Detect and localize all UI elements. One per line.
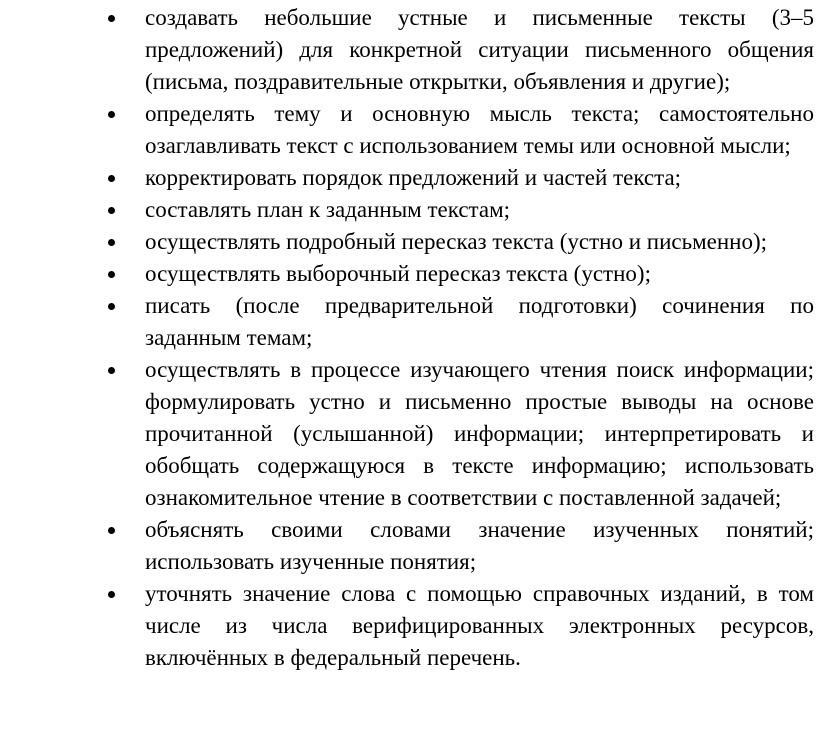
list-item-text: уточнять значение слова с помощью справочных изданий, в том числе из числа верифицированных электронных ресурсов, включённых в федеральный перечень.: [145, 581, 814, 670]
list-item: [0, 514, 816, 578]
list-item: [0, 258, 816, 290]
bullet-point-icon: [108, 175, 115, 182]
bullet-point-icon: [108, 367, 115, 374]
list-item-text: создавать небольшие устные и письменные тексты (3–5 предложений) для конкретной ситуации письменного общения (письма, поздравительные открытки, объявления и другие);: [145, 5, 814, 94]
bullet-point-icon: [108, 207, 115, 214]
bullet-point-icon: [108, 303, 115, 310]
list-item: [0, 162, 816, 194]
list-item-text: определять тему и основную мысль текста; самостоятельно озаглавливать текст с использованием темы или основной мысли;: [145, 101, 814, 158]
bullet-point-icon: [108, 239, 115, 246]
list-item: [0, 194, 816, 226]
bullet-point-icon: [108, 527, 115, 534]
list-item: [0, 578, 816, 674]
list-item: [0, 290, 816, 354]
list-item: [0, 2, 816, 98]
bullet-point-icon: [108, 15, 115, 22]
list-item-text: составлять план к заданным текстам;: [145, 197, 511, 222]
list-item: [0, 98, 816, 162]
bullet-point-icon: [108, 591, 115, 598]
list-item-text: объяснять своими словами значение изученных понятий; использовать изученные понятия;: [145, 517, 814, 574]
list-item: [0, 226, 816, 258]
list-item-text: осуществлять в процессе изучающего чтения поиск информации; формулировать устно и письменно простые выводы на основе прочитанной (услышанной) информации; интерпретировать и обобщать содержащуюся в тексте информацию; использовать ознакомительное чтение в соответствии с поставленной задачей;: [145, 357, 814, 510]
list-item-text: корректировать порядок предложений и частей текста;: [145, 165, 682, 190]
bullet-list: [0, 2, 816, 674]
list-item: [0, 354, 816, 514]
bullet-point-icon: [108, 271, 115, 278]
bullet-point-icon: [108, 111, 115, 118]
list-item-text: осуществлять выборочный пересказ текста (устно);: [145, 261, 651, 286]
list-item-text: осуществлять подробный пересказ текста (устно и письменно);: [145, 229, 768, 254]
list-item-text: писать (после предварительной подготовки) сочинения по заданным темам;: [145, 293, 814, 350]
